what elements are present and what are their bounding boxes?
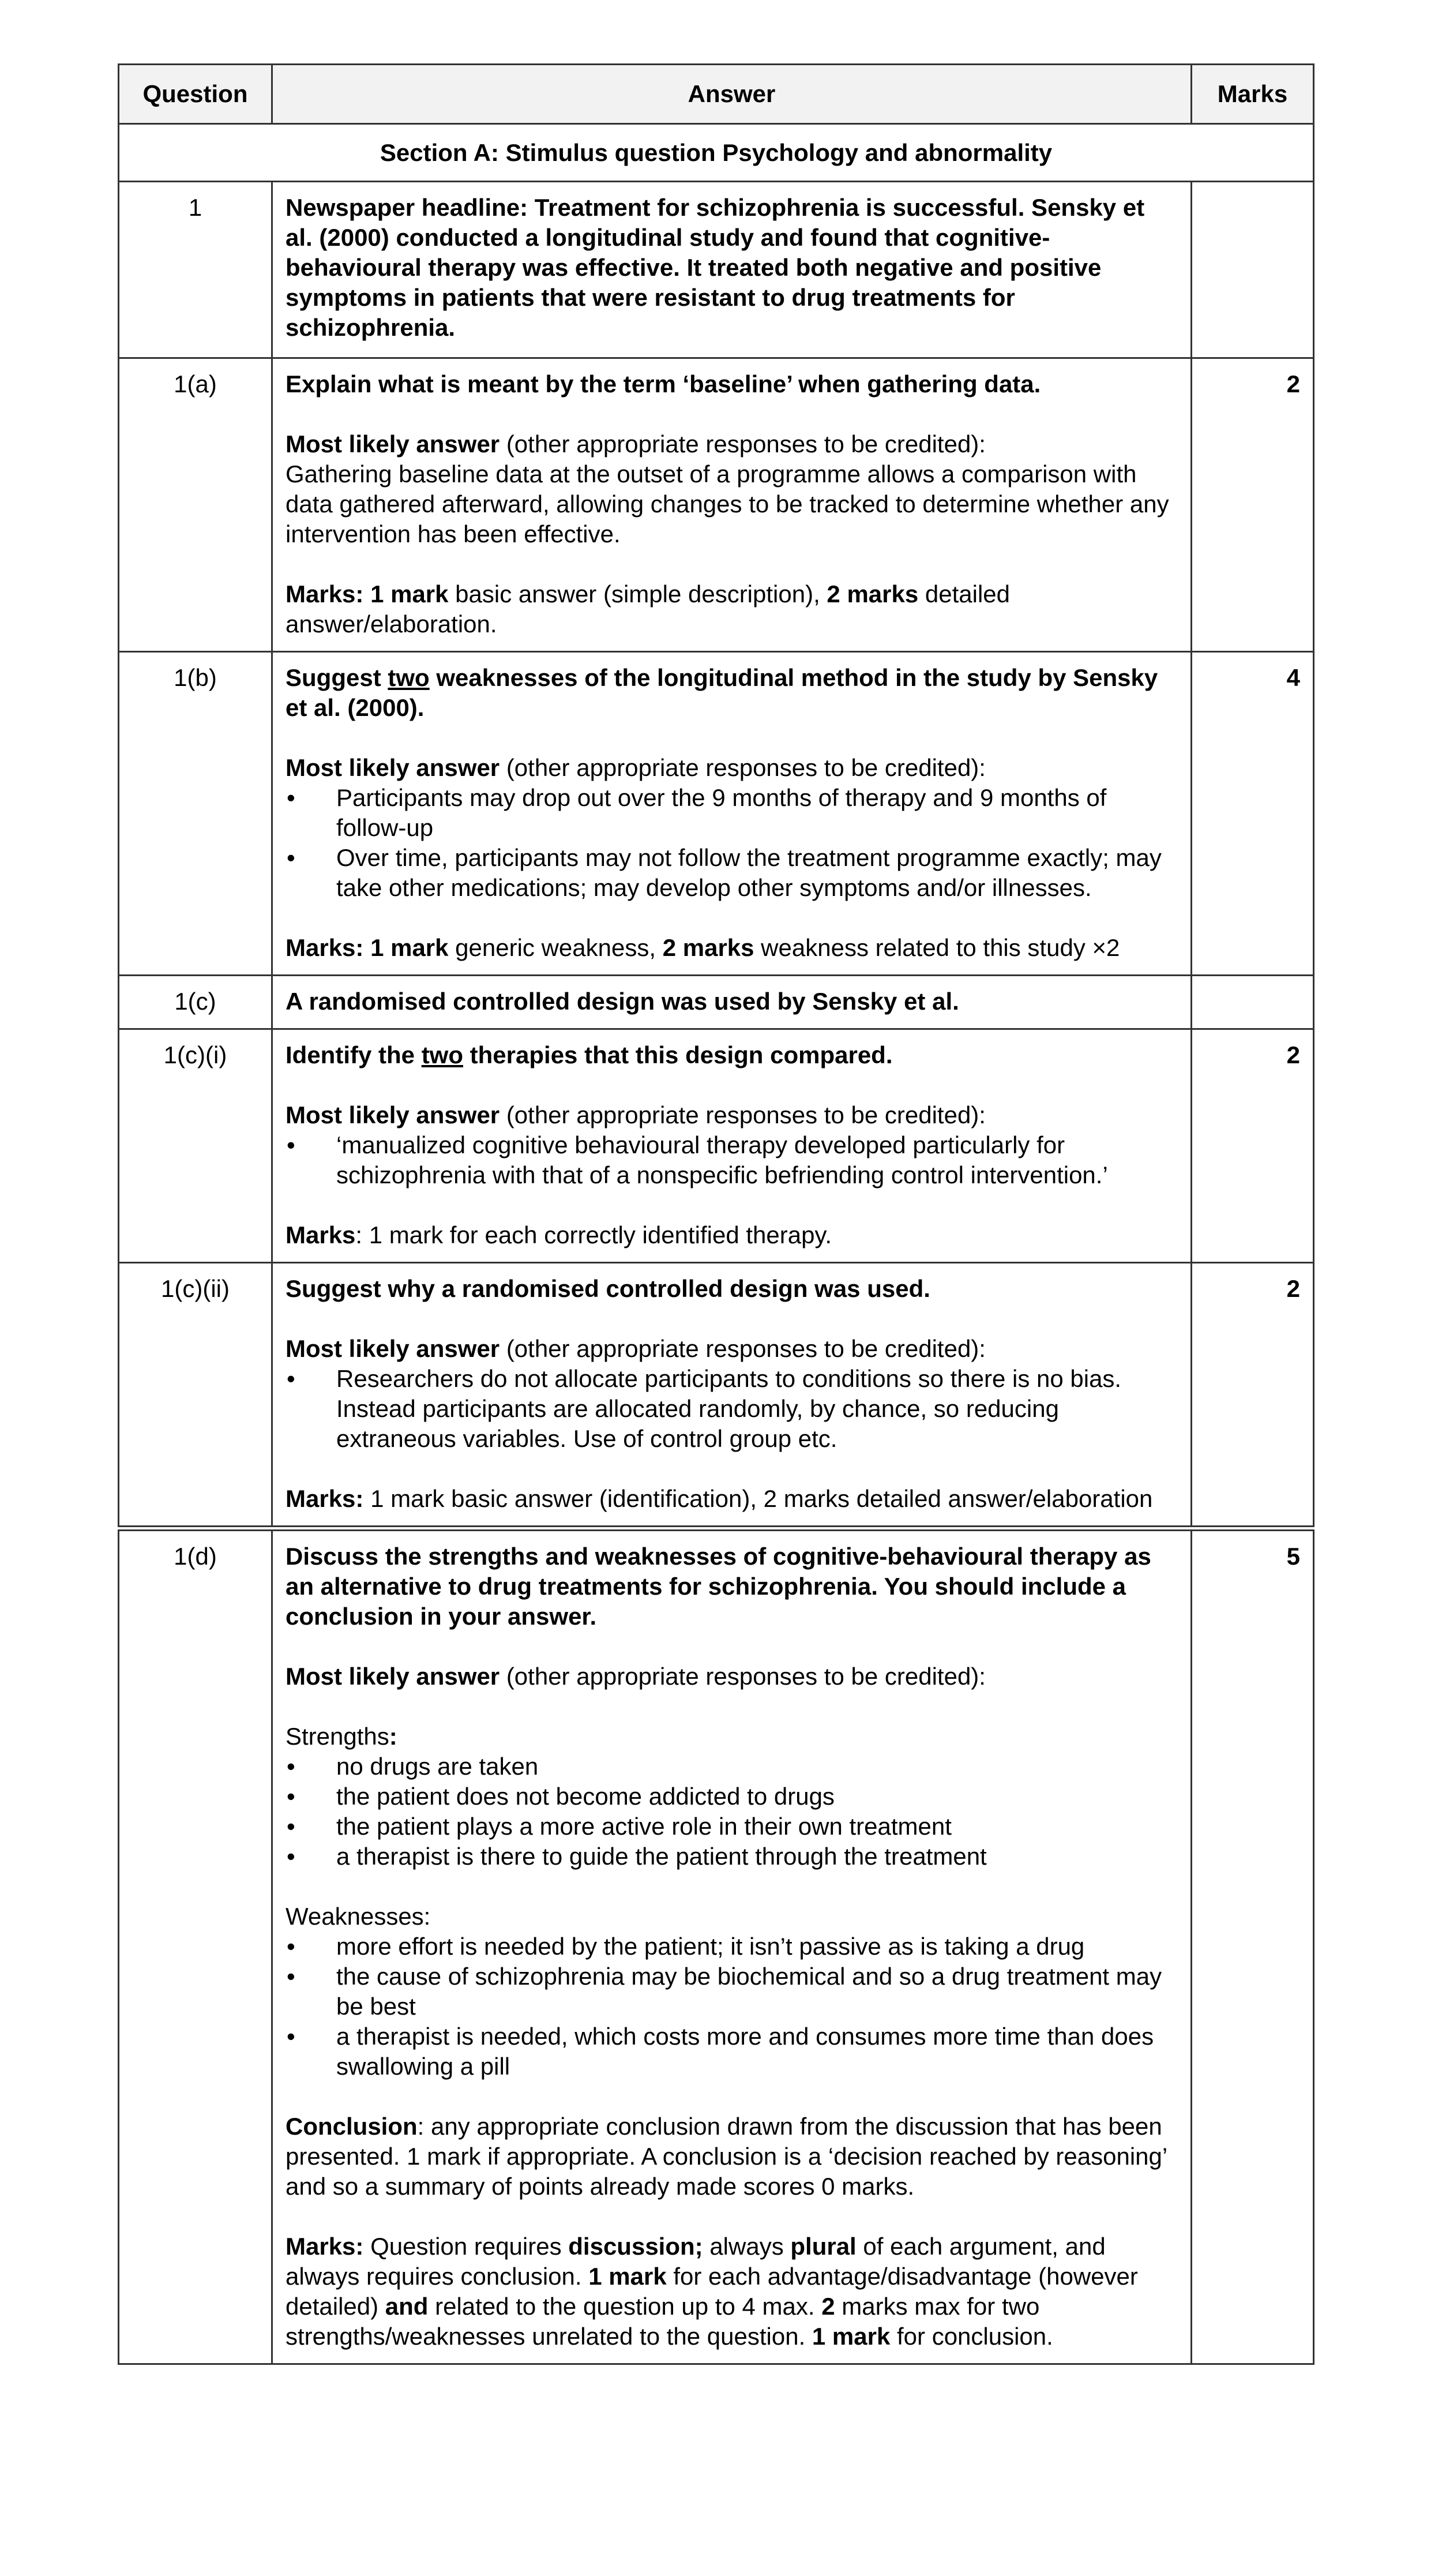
list-item: • Over time, participants may not follow the treatment programme exactly; may take other medications; may develop other symptoms and/or illnesses.	[286, 843, 1178, 903]
list-item: • the patient does not become addicted to drugs	[286, 1782, 1178, 1812]
question-text: Suggest why a randomised controlled design was used.	[286, 1275, 930, 1302]
answer-bullet-list	[286, 1364, 1178, 1454]
table-row	[119, 1263, 1314, 1529]
answer-cell	[272, 182, 1192, 358]
answer-bullet-list	[286, 1130, 1178, 1190]
marks-guidance: Marks: Question requires discussion; always plural of each argument, and always requires conclusion. 1 mark for each advantage/disadvantage (however detailed) and related to the question up to 4 max. 2 marks max for two strengths/weaknesses unrelated to the question. 1 mark for conclusion.	[286, 2233, 1138, 2350]
question-text: Discuss the strengths and weaknesses of cognitive-behavioural therapy as an alternative to drug treatments for schizophrenia. You should include a conclusion in your answer.	[286, 1543, 1151, 1630]
question-number: 1(a)	[119, 358, 272, 652]
marks-value: 2	[1192, 1263, 1314, 1529]
marks-guidance: Marks: 1 mark generic weakness, 2 marks weakness related to this study ×2	[286, 934, 1120, 961]
marks-value	[1192, 976, 1314, 1029]
marks-value: 5	[1192, 1528, 1314, 2364]
list-item: • a therapist is needed, which costs more and consumes more time than does swallowing a pill	[286, 2022, 1178, 2082]
marks-guidance: Marks: 1 mark for each correctly identified therapy.	[286, 1221, 832, 1248]
question-number: 1(c)	[119, 976, 272, 1029]
question-number: 1(c)(i)	[119, 1029, 272, 1263]
list-item: • ‘manualized cognitive behavioural therapy developed particularly for schizophrenia with that of a nonspecific befriending control intervention.’	[286, 1130, 1178, 1190]
table-row	[119, 976, 1314, 1029]
most-likely-answer-heading: Most likely answer (other appropriate responses to be credited):	[286, 1101, 986, 1128]
question-number: 1(b)	[119, 652, 272, 976]
answer-cell	[272, 1029, 1192, 1263]
section-row	[119, 124, 1314, 182]
strengths-list	[286, 1752, 1178, 1872]
table-row	[119, 358, 1314, 652]
marks-guidance: Marks: 1 mark basic answer (simple description), 2 marks detailed answer/elaboration.	[286, 580, 1011, 638]
most-likely-answer-heading: Most likely answer (other appropriate responses to be credited):	[286, 1335, 986, 1362]
answer-cell	[272, 652, 1192, 976]
section-title: Section A: Stimulus question Psychology and abnormality	[119, 124, 1314, 182]
question-text: Identify the two therapies that this design compared.	[286, 1041, 893, 1068]
weaknesses-heading: Weaknesses:	[286, 1903, 431, 1930]
answer-bullet-list	[286, 783, 1178, 903]
strengths-heading: Strengths:	[286, 1723, 397, 1750]
marks-column-header: Marks	[1192, 65, 1314, 124]
question-column-header: Question	[119, 65, 272, 124]
most-likely-answer-heading: Most likely answer (other appropriate responses to be credited):	[286, 754, 986, 781]
marks-guidance: Marks: 1 mark basic answer (identification), 2 marks detailed answer/elaboration	[286, 1485, 1153, 1512]
question-text: A randomised controlled design was used by Sensky et al.	[286, 988, 959, 1015]
list-item: • a therapist is there to guide the patient through the treatment	[286, 1842, 1178, 1872]
table-header-row	[119, 65, 1314, 124]
question-text: Explain what is meant by the term ‘baseline’ when gathering data.	[286, 370, 1041, 398]
most-likely-answer-heading: Most likely answer (other appropriate responses to be credited):	[286, 430, 986, 458]
answer-cell	[272, 1528, 1192, 2364]
list-item: • the patient plays a more active role in their own treatment	[286, 1812, 1178, 1842]
mark-scheme-page	[118, 63, 1313, 2365]
question-number: 1(c)(ii)	[119, 1263, 272, 1529]
conclusion-guidance: Conclusion: any appropriate conclusion drawn from the discussion that has been presented. 1 mark if appropriate. A conclusion is a ‘decision reached by reasoning’ and so a summary of points already made scores 0 marks.	[286, 2113, 1167, 2200]
marks-value	[1192, 182, 1314, 358]
stimulus-text: Newspaper headline: Treatment for schizophrenia is successful. Sensky et al. (2000) conducted a longitudinal study and found that cognitive-behavioural therapy was effective. It treated both negative and positive symptoms in patients that were resistant to drug treatments for schizophrenia.	[286, 194, 1145, 341]
marks-value: 4	[1192, 652, 1314, 976]
list-item: • more effort is needed by the patient; it isn’t passive as is taking a drug	[286, 1932, 1178, 1962]
answer-text: Gathering baseline data at the outset of a programme allows a comparison with data gathered afterward, allowing changes to be tracked to determine whether any intervention has been effective.	[286, 460, 1169, 548]
weaknesses-list	[286, 1932, 1178, 2082]
marks-value: 2	[1192, 1029, 1314, 1263]
most-likely-answer-heading: Most likely answer (other appropriate responses to be credited):	[286, 1663, 986, 1690]
table-row	[119, 1029, 1314, 1263]
table-row	[119, 182, 1314, 358]
list-item: • the cause of schizophrenia may be biochemical and so a drug treatment may be best	[286, 1962, 1178, 2022]
marks-value: 2	[1192, 358, 1314, 652]
mark-scheme-table	[118, 63, 1314, 2365]
question-number: 1	[119, 182, 272, 358]
list-item: • Participants may drop out over the 9 months of therapy and 9 months of follow-up	[286, 783, 1178, 843]
list-item: • Researchers do not allocate participants to conditions so there is no bias. Instead participants are allocated randomly, by chance, so reducing extraneous variables. Use of control group etc.	[286, 1364, 1178, 1454]
list-item: • no drugs are taken	[286, 1752, 1178, 1782]
table-row	[119, 1528, 1314, 2364]
table-row	[119, 652, 1314, 976]
answer-column-header: Answer	[272, 65, 1192, 124]
question-text: Suggest two weaknesses of the longitudinal method in the study by Sensky et al. (2000).	[286, 664, 1158, 721]
answer-cell	[272, 976, 1192, 1029]
question-number: 1(d)	[119, 1528, 272, 2364]
answer-cell	[272, 1263, 1192, 1529]
answer-cell	[272, 358, 1192, 652]
